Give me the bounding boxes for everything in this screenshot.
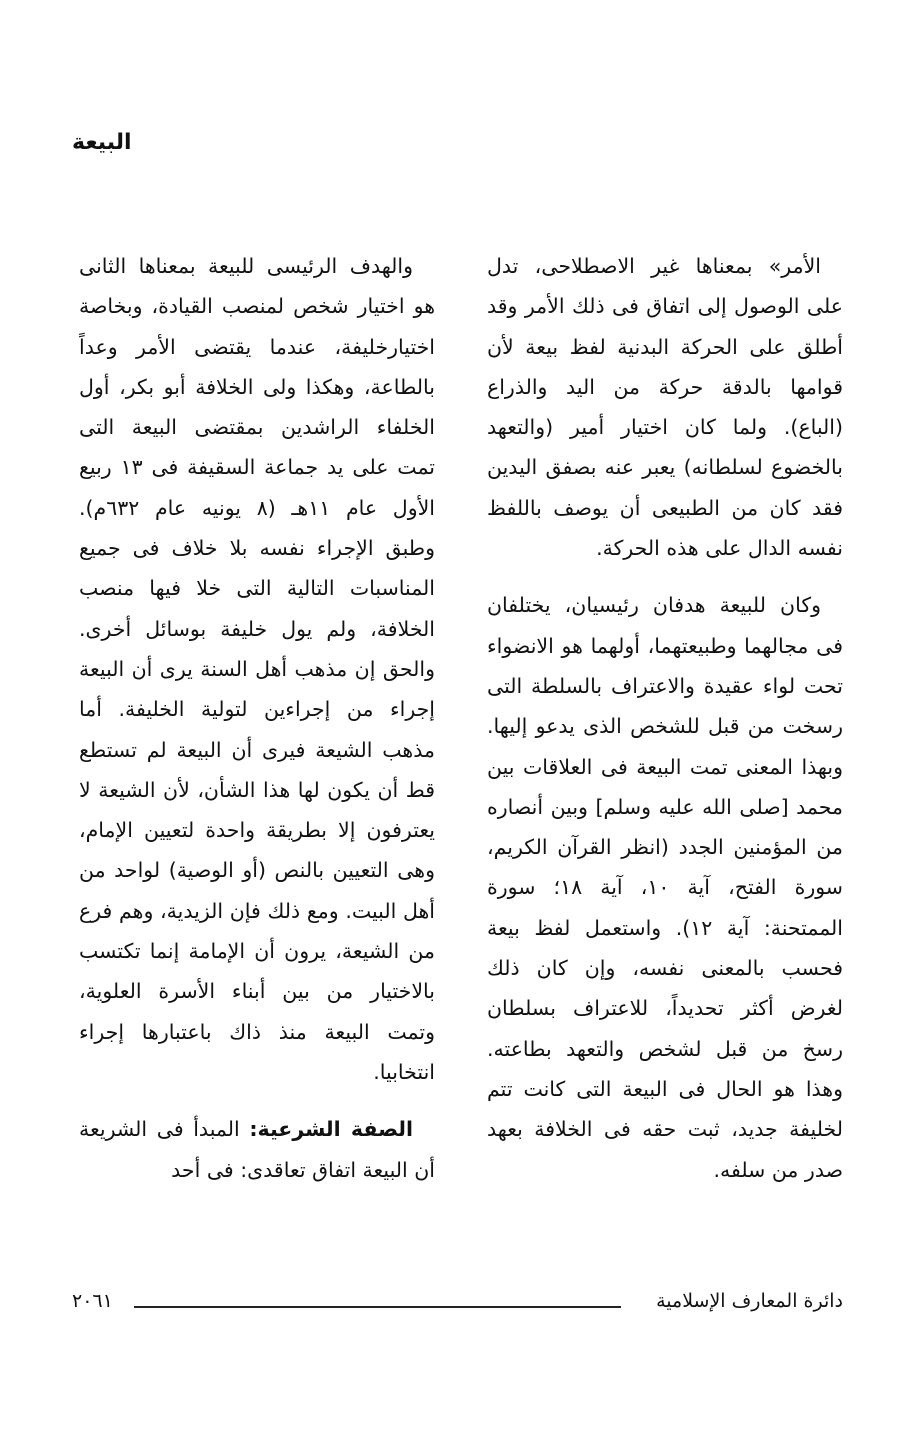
right-paragraph-2: وكان للبيعة هدفان رئيسيان، يختلفان فى مجالهما وطبيعتهما، أولهما هو الانضواء تحت لواء عقيدة والاعتراف بالسلطة التى رسخت من قبل للشخص الذى يدعو إليها. وبهذا المعنى تمت البيعة فى العلاقات بين محمد [صلى الله عليه وسلم] وبين أنصاره من المؤمنين الجدد (انظر القرآن الكريم، سورة الفتح، آية ١٠، آية ١٨؛ سورة الممتحنة: آية ١٢). واستعمل لفظ بيعة فحسب بالمعنى نفسه، وإن كان ذلك لغرض أكثر تحديداً، للاعتراف بسلطان رسخ من قبل لشخص والتعهد بطاعته. وهذا هو الحال فى البيعة التى كانت تتم لخليفة جديد، ثبت حقه فى الخلافة بعهد صدر من سلفه. [487, 593, 843, 1182]
section-lead-heading: الصفة الشرعية: [249, 1117, 413, 1142]
footer-page-number: ٢٠٦١ [72, 1290, 113, 1312]
page-footer [72, 1290, 843, 1320]
left-column [79, 246, 435, 1190]
right-paragraph-1: الأمر» بمعناها غير الاصطلاحى، تدل على الوصول إلى اتفاق فى ذلك الأمر وقد أطلق على الحركة البدنية لفظ بيعة لأن قوامها بالدقة حركة من اليد والذراع (الباع). ولما كان اختيار أمير (والتعهد بالخضوع لسلطانه) يعبر عنه بصفق اليدين فقد كان من الطبيعى أن يوصف باللفظ نفسه الدال على هذه الحركة. [487, 254, 843, 561]
footer-publication-title: دائرة المعارف الإسلامية [656, 1290, 843, 1312]
running-head-title: البيعة [72, 130, 132, 155]
left-paragraph-2 [79, 1109, 435, 1190]
left-paragraph-1: والهدف الرئيسى للبيعة بمعناها الثانى هو اختيار شخص لمنصب القيادة، وبخاصة اختيارخليفة، عندما يقتضى الأمر وعداً بالطاعة، وهكذا ولى الخلافة أبو بكر، أول الخلفاء الراشدين بمقتضى البيعة التى تمت على يد جماعة السقيفة فى ١٣ ربيع الأول عام ١١هـ (٨ يونيه عام ٦٣٢م). وطبق الإجراء نفسه بلا خلاف فى جميع المناسبات التالية التى خلا فيها منصب الخلافة، ولم يول خليفة بوسائل أخرى. والحق إن مذهب أهل السنة يرى أن البيعة إجراء من إجراءين لتولية الخليفة. أما مذهب الشيعة فيرى أن البيعة لم تستطع قط أن يكون لها هذا الشأن، لأن الشيعة لا يعترفون إلا بطريقة واحدة لتعيين الإمام، وهى التعيين بالنص (أو الوصية) لواحد من أهل البيت. ومع ذلك فإن الزيدية، وهم فرع من الشيعة، يرون أن الإمامة إنما تكتسب بالاختيار من بين أبناء الأسرة العلوية، وتمت البيعة منذ ذاك باعتبارها إجراء انتخابيا. [79, 254, 435, 1084]
footer-rule [134, 1306, 621, 1308]
left-paragraph-2-text: المبدأ فى الشريعة أن البيعة اتفاق تعاقدى: فى أحد [79, 1117, 435, 1182]
right-column [487, 246, 843, 1190]
